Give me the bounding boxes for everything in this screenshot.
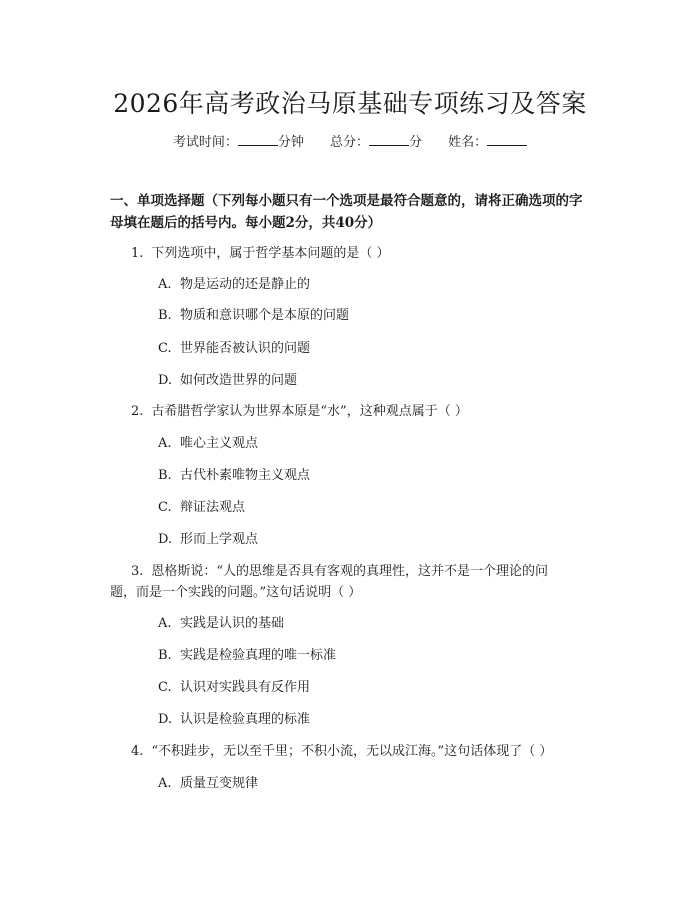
question-stem: 下列选项中，属于哲学基本问题的是（ ） [151,246,390,261]
option-letter: A. [158,776,172,791]
question-3-continued [110,584,361,602]
question-4 [131,743,552,761]
total-score [330,131,422,150]
question-number: 3. [131,564,144,579]
question-1 [131,245,390,263]
section-heading: 一、单项选择题（下列每小题只有一个选项是最符合题意的，请将正确选项的字母填在题后的括号内。每小题2分，共40分） [110,193,583,231]
option-letter: D. [158,373,173,388]
option-letter: D. [158,712,173,727]
exam-time-label: 考试时间： [172,135,238,150]
question-number: 2. [131,404,144,419]
q1-option-b [158,307,349,325]
q3-option-b [158,647,336,665]
q2-option-d [158,531,258,549]
question-stem-line2: 题，而是一个实践的问题。”这句话说明（ ） [110,585,362,600]
exam-time [173,131,304,150]
student-name-label: 姓名： [448,135,488,150]
student-name-blank[interactable] [487,133,527,146]
option-text: 辩证法观点 [180,500,246,515]
q3-option-c [158,679,310,697]
option-text: 物是运动的还是静止的 [180,277,311,292]
option-letter: A. [158,277,172,292]
q2-option-b [158,467,310,485]
option-text: 唯心主义观点 [180,436,259,451]
option-letter: B. [158,648,172,663]
exam-time-blank[interactable] [238,133,278,146]
total-score-unit: 分 [409,135,423,150]
option-letter: D. [158,532,173,547]
question-stem-line1: 恩格斯说：“人的思维是否具有客观的真理性，这并不是一个理论的问 [151,564,549,579]
option-text: 形而上学观点 [180,532,259,547]
option-text: 物质和意识哪个是本原的问题 [180,308,350,323]
q4-option-a [158,775,258,793]
option-text: 世界能否被认识的问题 [180,341,311,356]
option-text: 古代朴素唯物主义观点 [180,468,311,483]
exam-time-unit: 分钟 [277,135,304,150]
question-number: 4. [131,744,144,759]
question-3 [131,563,548,581]
total-score-label: 总分： [329,135,369,150]
question-stem: “不积跬步，无以至千里；不积小流，无以成江海。”这句话体现了（ ） [151,744,553,759]
option-letter: C. [158,341,172,356]
option-text: 质量互变规律 [180,776,259,791]
q1-option-a [158,276,310,294]
option-letter: B. [158,468,172,483]
q3-option-d [158,711,310,729]
question-number: 1. [131,246,144,261]
option-text: 实践是检验真理的唯一标准 [180,648,337,663]
option-text: 如何改造世界的问题 [180,373,298,388]
q3-option-a [158,615,284,633]
total-score-blank[interactable] [369,133,409,146]
question-2 [131,403,468,421]
option-letter: B. [158,308,172,323]
question-stem: 古希腊哲学家认为世界本原是“水”，这种观点属于（ ） [151,404,468,419]
exam-meta [0,131,700,150]
option-text: 实践是认识的基础 [180,616,285,631]
document-title: 2026年高考政治马原基础专项练习及答案 [113,89,587,118]
student-name [448,131,527,150]
q1-option-c [158,340,310,358]
q2-option-a [158,435,258,453]
option-text: 认识是检验真理的标准 [180,712,311,727]
option-letter: A. [158,436,172,451]
option-letter: A. [158,616,172,631]
q1-option-d [158,372,297,390]
q2-option-c [158,499,245,517]
option-letter: C. [158,680,172,695]
option-text: 认识对实践具有反作用 [180,680,311,695]
option-letter: C. [158,500,172,515]
